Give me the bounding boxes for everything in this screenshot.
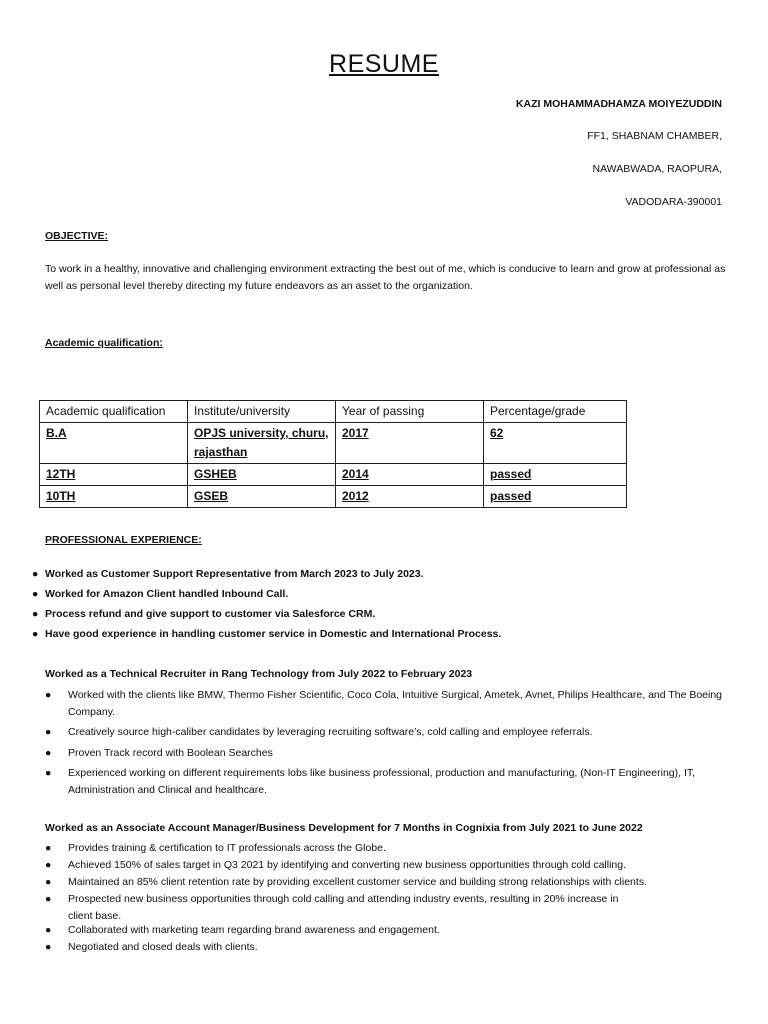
table-cell: passed [484,464,627,486]
bullet-icon: ● [45,767,52,779]
column-header: Year of passing [336,401,484,423]
list-item-text: Creatively source high-caliber candidates by leveraging recruiting software’s, cold calling and employee referrals. [68,726,593,738]
bullet-icon: ● [32,628,39,640]
list-item-text: Have good experience in handling customer service in Domestic and International Process. [45,628,502,640]
list-item [45,765,735,799]
list-item [45,891,625,924]
list-item-text: Provides training & certification to IT professionals across the Globe. [68,842,386,854]
table-cell: passed [484,486,627,508]
bullet-icon: ● [32,568,39,580]
list-item [32,588,288,600]
table-row [40,423,627,464]
list-item-text: Proven Track record with Boolean Searches [68,747,273,759]
list-item [45,874,735,891]
list-item-text: Collaborated with marketing team regarding brand awareness and engagement. [68,924,440,936]
table-header-row [40,401,627,423]
bullet-icon: ● [45,893,52,905]
bullet-icon: ● [32,608,39,620]
table-cell: GSEB [188,486,336,508]
list-item [45,939,735,956]
list-item-text: Process refund and give support to customer via Salesforce CRM. [45,608,376,620]
job1-title: Worked as a Technical Recruiter in Rang Technology from July 2022 to February 2023 [45,668,473,680]
address-line-2: NAWABWADA, RAOPURA, [592,163,722,175]
resume-title: RESUME [329,50,439,78]
list-item [45,745,735,762]
table-row [40,464,627,486]
bullet-icon: ● [45,842,52,854]
column-header: Institute/university [188,401,336,423]
bullet-icon: ● [45,876,52,888]
bullet-icon: ● [45,859,52,871]
list-item [32,628,501,640]
bullet-icon: ● [45,924,52,936]
table-cell: GSHEB [188,464,336,486]
table-cell: 12TH [40,464,188,486]
list-item-text: Prospected new business opportunities through cold calling and attending industry events, resulting in 20% increase in client base. [68,893,619,922]
bullet-icon: ● [45,726,52,738]
column-header: Percentage/grade [484,401,627,423]
table-cell: 62 [484,423,627,464]
address-line-3: VADODARA-390001 [625,196,722,208]
list-item-text: Worked as Customer Support Representative from March 2023 to July 2023. [45,568,424,580]
list-item [45,724,735,741]
bullet-icon: ● [45,941,52,953]
table-row [40,486,627,508]
address-line-1: FF1, SHABNAM CHAMBER, [587,130,722,142]
experience-heading: PROFESSIONAL EXPERIENCE: [45,534,202,546]
list-item-text: Negotiated and closed deals with clients. [68,941,258,953]
column-header: Academic qualification [40,401,188,423]
table-cell: 2012 [336,486,484,508]
list-item [45,840,735,857]
academic-heading: Academic qualification: [45,337,163,349]
table-cell: OPJS university, churu, rajasthan [188,423,336,464]
list-item [45,922,735,939]
list-item [45,687,735,721]
list-item-text: Worked with the clients like BMW, Thermo Fisher Scientific, Coco Cola, Intuitive Surgical, Ametek, Avnet, Philips Healthcare, and The Boeing Company. [68,689,723,718]
list-item-text: Maintained an 85% client retention rate by providing excellent customer service and building strong relationships with clients. [68,876,647,888]
list-item [32,568,424,580]
table-cell: 2014 [336,464,484,486]
candidate-name: KAZI MOHAMMADHAMZA MOIYEZUDDIN [515,98,722,110]
list-item [32,608,375,620]
list-item-text: Achieved 150% of sales target in Q3 2021 by identifying and converting new business opportunities through cold calling. [68,859,627,871]
list-item-text: Experienced working on different requirements lobs like business professional, production and manufacturing, (Non-IT Engineering), IT, Administration and Clinical and healthcare. [68,767,696,796]
list-item [45,857,735,874]
table-cell: 10TH [40,486,188,508]
academic-table [39,400,627,508]
objective-heading: OBJECTIVE: [45,230,109,242]
bullet-icon: ● [45,689,52,701]
objective-text: To work in a healthy, innovative and challenging environment extracting the best out of me, which is conducive to learn and grow at professional as well as personal level thereby directing my future endeavors as an asset to the organization. [45,263,726,292]
table-cell: B.A [40,423,188,464]
table-cell: 2017 [336,423,484,464]
bullet-icon: ● [32,588,39,600]
bullet-icon: ● [45,747,52,759]
job2-title: Worked as an Associate Account Manager/Business Development for 7 Months in Cognixia from July 2021 to June 2022 [45,822,643,834]
list-item-text: Worked for Amazon Client handled Inbound Call. [45,588,289,600]
